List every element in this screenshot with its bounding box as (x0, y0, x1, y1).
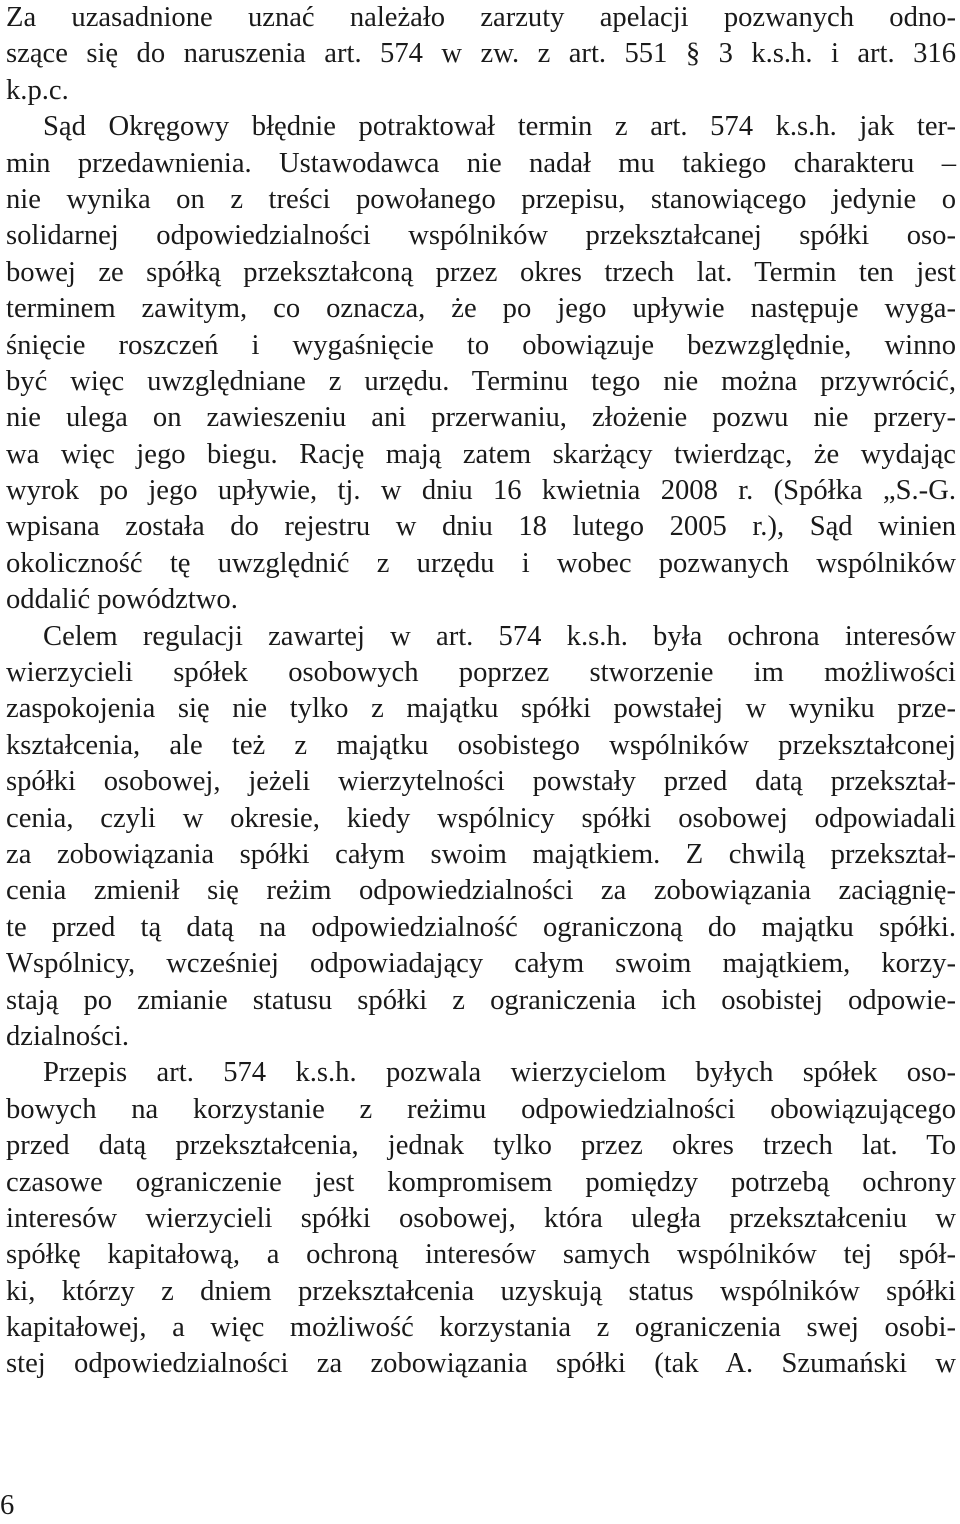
text-line: Wspólnicy, wcześniej odpowiadający całym swoim majątkiem, korzy- (6, 948, 956, 980)
text-line: cenia zmienił się reżim odpowiedzialności za zobowiązania zaciągnię- (6, 875, 956, 907)
text-line: bowych na korzystanie z reżimu odpowiedzialności obowiązującego (6, 1093, 956, 1125)
text-line: ki, którzy z dniem przekształcenia uzyskują status wspólników spółki (6, 1275, 956, 1307)
text-line: kapitałowej, a więc możliwość korzystania z ograniczenia swej osobi- (6, 1312, 956, 1344)
paragraph (6, 1055, 956, 1383)
text-line: nie ulega on zawieszeniu ani przerwaniu, złożenie pozwu nie przery- (6, 402, 956, 434)
paragraph (6, 0, 956, 109)
text-line: oddalić powództwo. (6, 584, 238, 616)
text-line: spółkę kapitałową, a ochroną interesów samych wspólników tej spół- (6, 1239, 956, 1271)
text-line: te przed tą datą na odpowiedzialność ograniczoną do majątku spółki. (6, 911, 956, 943)
text-line: k.p.c. (6, 74, 69, 106)
text-line: Przepis art. 574 k.s.h. pozwala wierzycielom byłych spółek oso- (43, 1057, 956, 1089)
text-line: stej odpowiedzialności za zobowiązania spółki (tak A. Szumański w (6, 1348, 956, 1380)
text-line: czasowe ograniczenie jest kompromisem pomiędzy potrzebą ochrony (6, 1166, 956, 1198)
text-line: spółki osobowej, jeżeli wierzytelności powstały przed datą przekształ- (6, 766, 956, 798)
text-line: terminem zawitym, co oznacza, że po jego upływie następuje wyga- (6, 293, 956, 325)
text-line: śnięcie roszczeń i wygaśnięcie to obowiązuje bezwzględnie, winno (6, 329, 956, 361)
text-line: zaspokojenia się nie tylko z majątku spółki powstałej w wyniku prze- (6, 693, 956, 725)
text-line: za zobowiązania spółki całym swoim majątkiem. Z chwilą przekształ- (6, 838, 956, 870)
text-line: cenia, czyli w okresie, kiedy wspólnicy spółki osobowej odpowiadali (6, 802, 956, 834)
text-line: okoliczność tę uwzględnić z urzędu i wobec pozwanych wspólników (6, 547, 956, 579)
text-line: interesów wierzycieli spółki osobowej, która uległa przekształceniu w (6, 1202, 956, 1234)
text-line: przed datą przekształcenia, jednak tylko przez okres trzech lat. To (6, 1130, 956, 1162)
text-line: bowej ze spółką przekształconą przez okres trzech lat. Termin ten jest (6, 256, 956, 288)
text-line: Sąd Okręgowy błędnie potraktował termin z art. 574 k.s.h. jak ter- (43, 111, 956, 143)
paragraph (6, 109, 956, 618)
paragraph (6, 619, 956, 1056)
text-line: solidarnej odpowiedzialności wspólników przekształcanej spółki oso- (6, 220, 956, 252)
text-line: wa więc jego biegu. Rację mają zatem skarżący twierdząc, że wydając (6, 438, 956, 470)
text-line: kształcenia, ale też z majątku osobistego wspólników przekształconej (6, 729, 956, 761)
page-number: 6 (0, 1490, 15, 1521)
text-line: dzialności. (6, 1020, 130, 1052)
text-line: Za uzasadnione uznać należało zarzuty apelacji pozwanych odno- (6, 2, 956, 33)
text-line: min przedawnienia. Ustawodawca nie nadał mu takiego charakteru – (6, 147, 956, 179)
text-line: Celem regulacji zawartej w art. 574 k.s.h. była ochrona interesów (43, 620, 956, 652)
text-line: szące się do naruszenia art. 574 w zw. z art. 551 § 3 k.s.h. i art. 316 (6, 38, 956, 70)
text-line: wierzycieli spółek osobowych poprzez stworzenie im możliwości (6, 657, 956, 689)
text-line: stają po zmianie statusu spółki z ograniczenia ich osobistej odpowie- (6, 984, 956, 1016)
text-line: nie wynika on z treści powołanego przepisu, stanowiącego jedynie o (6, 183, 956, 215)
text-line: wpisana została do rejestru w dniu 18 lutego 2005 r.), Sąd winien (6, 511, 956, 543)
document-page (6, 0, 956, 1523)
text-line: wyrok po jego upływie, tj. w dniu 16 kwietnia 2008 r. (Spółka „S.-G. (6, 475, 956, 507)
text-line: być więc uwzględniane z urzędu. Terminu tego nie można przywrócić, (6, 365, 956, 397)
